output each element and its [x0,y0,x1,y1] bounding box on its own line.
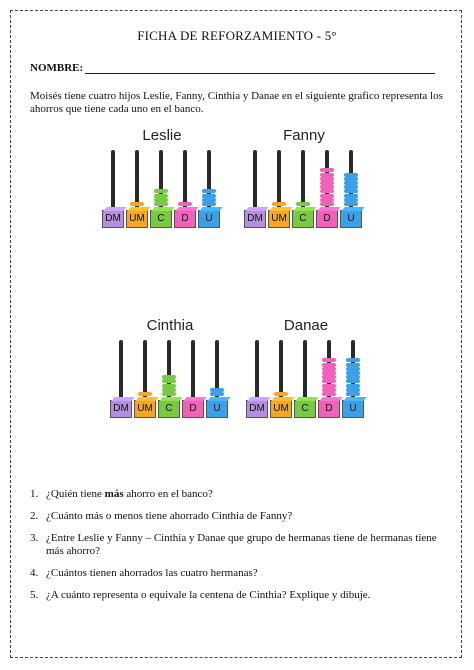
place-value-block-u: U [198,210,220,228]
abacus-name-label: Leslie [142,127,182,144]
abacus-bead [162,379,176,383]
abacus-bead [320,194,334,198]
abacus-bead [322,379,336,383]
abacus-bead [202,194,216,198]
place-value-block-u: U [340,210,362,228]
abacus-bead [320,189,334,193]
abacus-rod-um [279,340,283,400]
abacus-bead [346,358,360,362]
abacus-bead [322,375,336,379]
abacus-bead [320,168,334,172]
abacus-bead [202,198,216,202]
place-value-block-um: UM [268,210,290,228]
place-value-block-u: U [206,400,228,418]
abacus-bead [320,202,334,206]
abacus-bead [346,379,360,383]
abacus-bead [162,384,176,388]
abacus-leslie [98,126,228,236]
question-text: ¿Entre Leslie y Fanny – Cinthia y Danae que grupo de hermanas tiene de hermanas tiene más ahorro? [46,532,437,557]
abacus-bead [138,392,152,396]
abacus-bead [274,392,288,396]
place-value-block-d: D [174,210,196,228]
place-value-block-um: UM [134,400,156,418]
question-number: 4. [30,567,39,579]
abacus-bead [162,388,176,392]
abacus-bead [322,384,336,388]
worksheet-title: FICHA DE REFORZAMIENTO - 5° [137,28,337,43]
abacus-name-label: Fanny [283,127,325,144]
abacus-bead [344,189,358,193]
abacus-rod-um [277,150,281,210]
question-text-part: ahorro en el banco? [123,488,213,500]
question-3 [30,532,450,558]
question-number: 2. [30,510,39,522]
abacus-name-label: Danae [283,317,329,334]
intro-text: Moisés tiene cuatro hijos Leslie, Fanny, Cinthia y Danae en el siguiente grafico representa los ahorros que tiene cada uno en el banco. [30,90,443,115]
abacus-bead [322,392,336,396]
place-value-block-dm: DM [244,210,266,228]
abacus-bead [346,363,360,367]
abacus-bead [320,177,334,181]
place-value-block-d: D [316,210,338,228]
abacus-bead [202,202,216,206]
question-number: 1. [30,488,39,500]
abacus-rod-dm [253,150,257,210]
abacus-bead [320,173,334,177]
question-number: 3. [30,532,39,544]
place-value-block-u: U [342,400,364,418]
abacus-rod-dm [111,150,115,210]
abacus-bead [346,375,360,379]
abacus-rod-c [301,150,305,210]
abacus-bead [344,173,358,177]
abacus-bead [322,388,336,392]
place-value-block-c: C [158,400,180,418]
abacus-danae [242,316,372,426]
abacus-bead [154,189,168,193]
abacus-rod-d [183,150,187,210]
name-label: NOMBRE: [30,62,84,74]
abacus-bead [322,358,336,362]
question-text [46,488,450,501]
abacus-bead [346,392,360,396]
place-value-block-c: C [294,400,316,418]
abacus-bead [346,388,360,392]
abacus-rod-dm [119,340,123,400]
place-value-block-um: UM [126,210,148,228]
place-value-block-d: D [318,400,340,418]
place-value-block-d: D [182,400,204,418]
abacus-bead [322,367,336,371]
question-text: ¿Cuántos tienen ahorrados las cuatro hermanas? [46,567,258,579]
abacus-bead [154,194,168,198]
abacus-fanny [240,126,370,236]
abacus-bead [154,198,168,202]
place-value-block-um: UM [270,400,292,418]
question-4 [30,567,450,580]
question-2 [30,510,450,523]
abacus-rod-um [143,340,147,400]
place-value-block-dm: DM [102,210,124,228]
abacus-name-label: Cinthia [146,317,194,334]
abacus-bead [344,202,358,206]
question-5 [30,589,450,602]
abacus-bead [154,202,168,206]
question-text-bold: más [104,488,124,500]
question-1 [30,488,450,501]
abacus-bead [346,371,360,375]
abacus-rod-um [135,150,139,210]
abacus-bead [344,177,358,181]
abacus-rod-d [191,340,195,400]
abacus-bead [322,363,336,367]
abacus-bead [344,185,358,189]
name-line[interactable] [85,63,435,74]
abacus-cinthia [106,316,236,426]
abacus-bead [202,189,216,193]
question-text: ¿A cuánto representa o equivale la centena de Cinthia? Explique y dibuje. [46,589,371,601]
question-number: 5. [30,589,39,601]
place-value-block-dm: DM [246,400,268,418]
abacus-bead [322,371,336,375]
abacus-bead [210,388,224,392]
abacus-bead [272,202,286,206]
name-field[interactable] [30,62,435,74]
place-value-block-c: C [150,210,172,228]
abacus-bead [346,367,360,371]
abacus-bead [344,181,358,185]
abacus-bead [346,384,360,388]
abacus-bead [296,202,310,206]
abacus-bead [320,185,334,189]
abacus-bead [162,392,176,396]
abacus-bead [344,198,358,202]
place-value-block-c: C [292,210,314,228]
place-value-block-dm: DM [110,400,132,418]
abacus-bead [320,198,334,202]
abacus-bead [320,181,334,185]
abacus-rod-dm [255,340,259,400]
abacus-bead [130,202,144,206]
question-text-part: ¿Quién tiene [46,488,105,500]
abacus-bead [162,375,176,379]
abacus-bead [210,392,224,396]
questions-list [30,488,450,611]
abacus-bead [344,194,358,198]
abacus-rod-c [303,340,307,400]
abacus-bead [178,202,192,206]
question-text: ¿Cuánto más o menos tiene ahorrado Cinthia de Fanny? [46,510,293,522]
